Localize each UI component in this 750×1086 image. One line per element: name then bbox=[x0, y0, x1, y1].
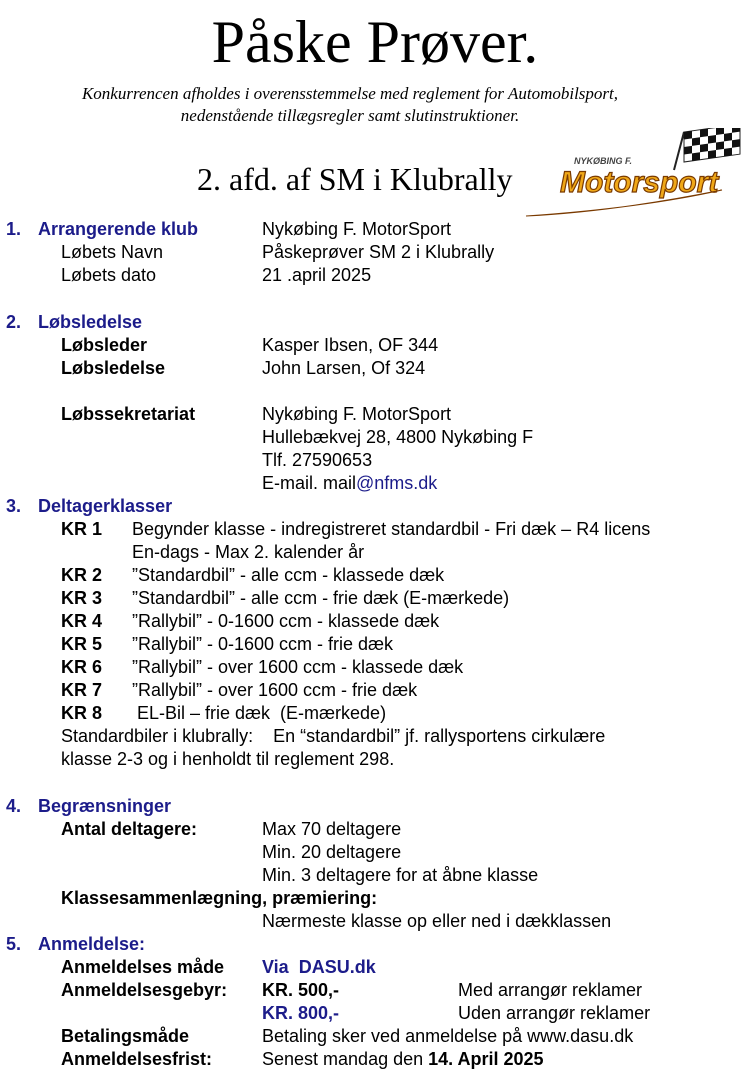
motorsport-logo bbox=[522, 128, 744, 224]
section-1-number: 1. bbox=[6, 219, 22, 239]
class-desc: ”Rallybil” - 0-1600 ccm - klassede dæk bbox=[132, 611, 440, 631]
standard-car-note-2: klasse 2-3 og i henholdt til reglement 298. bbox=[61, 749, 395, 769]
event-date-value: 21 .april 2025 bbox=[262, 265, 372, 285]
entry-method-label: Anmeldelses måde bbox=[61, 957, 225, 977]
deadline-date: 14. April 2025 bbox=[428, 1049, 544, 1069]
entry-deadline-value bbox=[262, 1048, 544, 1071]
entry-fee-1: KR. 500,- bbox=[262, 980, 340, 1000]
subtitle-line-1: Konkurrencen afholdes i overensstemmelse med reglement for Automobilsport, bbox=[81, 84, 619, 103]
standard-car-note: Standardbiler i klubrally: En “standardbil” jf. rallysportens cirkulære bbox=[61, 726, 606, 746]
participants-max: Max 70 deltagere bbox=[262, 819, 402, 839]
section-2-heading: Løbsledelse bbox=[38, 312, 143, 332]
class-merge-label: Klassesammenlægning, præmiering: bbox=[61, 888, 378, 908]
race-leader-value: Kasper Ibsen, OF 344 bbox=[262, 335, 439, 355]
class-code: KR 2 bbox=[61, 565, 103, 585]
deadline-prefix: Senest mandag den bbox=[262, 1049, 429, 1069]
class-desc: ”Rallybil” - over 1600 ccm - frie dæk bbox=[132, 680, 418, 700]
entry-fee-2-note: Uden arrangør reklamer bbox=[458, 1003, 651, 1023]
payment-method-value: Betaling sker ved anmeldelse på www.dasu.dk bbox=[262, 1026, 634, 1046]
participants-min: Min. 20 deltagere bbox=[262, 842, 402, 862]
participants-label: Antal deltagere: bbox=[61, 819, 198, 839]
section-3-number: 3. bbox=[6, 496, 22, 516]
page-title: Påske Prøver. bbox=[211, 9, 539, 75]
section-4-number: 4. bbox=[6, 796, 22, 816]
class-desc: En-dags - Max 2. kalender år bbox=[132, 542, 365, 562]
race-management-label: Løbsledelse bbox=[61, 358, 166, 378]
class-desc: Begynder klasse - indregistreret standardbil - Fri dæk – R4 licens bbox=[132, 519, 651, 539]
email-prefix: E-mail. mail bbox=[262, 473, 357, 493]
class-code: KR 6 bbox=[61, 657, 103, 677]
class-code: KR 4 bbox=[61, 611, 103, 631]
secretariat-phone: Tlf. 27590653 bbox=[262, 450, 373, 470]
section-5-heading: Anmeldelse: bbox=[38, 934, 146, 954]
class-desc: ”Standardbil” - alle ccm - frie dæk (E-mærkede) bbox=[132, 588, 510, 608]
class-desc: EL-Bil – frie dæk (E-mærkede) bbox=[132, 703, 387, 723]
logo-main-text: Motorsport bbox=[560, 166, 719, 199]
entry-method-value: Via DASU.dk bbox=[262, 957, 376, 977]
participants-class-min: Min. 3 deltagere for at åbne klasse bbox=[262, 865, 539, 885]
class-code: KR 5 bbox=[61, 634, 103, 654]
event-name-label: Løbets Navn bbox=[61, 242, 164, 262]
section-3-heading: Deltagerklasser bbox=[38, 496, 173, 516]
section-5-number: 5. bbox=[6, 934, 22, 954]
class-code: KR 7 bbox=[61, 680, 103, 700]
entry-fee-label: Anmeldelsesgebyr: bbox=[61, 980, 228, 1000]
class-code: KR 3 bbox=[61, 588, 103, 608]
entry-deadline-label: Anmeldelsesfrist: bbox=[61, 1049, 213, 1069]
section-2-number: 2. bbox=[6, 312, 22, 332]
event-subtitle: 2. afd. af SM i Klubrally bbox=[197, 161, 513, 197]
class-desc: ”Standardbil” - alle ccm - klassede dæk bbox=[132, 565, 445, 585]
section-4-heading: Begrænsninger bbox=[38, 796, 172, 816]
entry-fee-1-note: Med arrangør reklamer bbox=[458, 980, 643, 1000]
secretariat-line-1: Nykøbing F. MotorSport bbox=[262, 404, 452, 424]
race-leader-label: Løbsleder bbox=[61, 335, 148, 355]
event-name-value: Påskeprøver SM 2 i Klubrally bbox=[262, 242, 495, 262]
class-code: KR 8 bbox=[61, 703, 103, 723]
entry-fee-2: KR. 800,- bbox=[262, 1003, 340, 1023]
class-code: KR 1 bbox=[61, 519, 103, 539]
section-1-heading: Arrangerende klub bbox=[38, 219, 199, 239]
logo-top-text: NYKØBING F. bbox=[574, 156, 633, 166]
checkered-flag-icon bbox=[674, 128, 740, 170]
secretariat-address: Hullebækvej 28, 4800 Nykøbing F bbox=[262, 427, 534, 447]
class-desc: ”Rallybil” - 0-1600 ccm - frie dæk bbox=[132, 634, 394, 654]
subtitle-line-2: nedenstående tillægsregler samt slutinstruktioner. bbox=[180, 106, 520, 125]
race-management-value: John Larsen, Of 324 bbox=[262, 358, 426, 378]
payment-method-label: Betalingsmåde bbox=[61, 1026, 190, 1046]
secretariat-label: Løbssekretariat bbox=[61, 404, 196, 424]
class-desc: ”Rallybil” - over 1600 ccm - klassede dæk bbox=[132, 657, 464, 677]
secretariat-email bbox=[262, 472, 437, 495]
event-date-label: Løbets dato bbox=[61, 265, 157, 285]
email-link[interactable]: @nfms.dk bbox=[356, 473, 438, 493]
class-merge-value: Nærmeste klasse op eller ned i dækklassen bbox=[262, 911, 612, 931]
club-value: Nykøbing F. MotorSport bbox=[262, 219, 452, 239]
